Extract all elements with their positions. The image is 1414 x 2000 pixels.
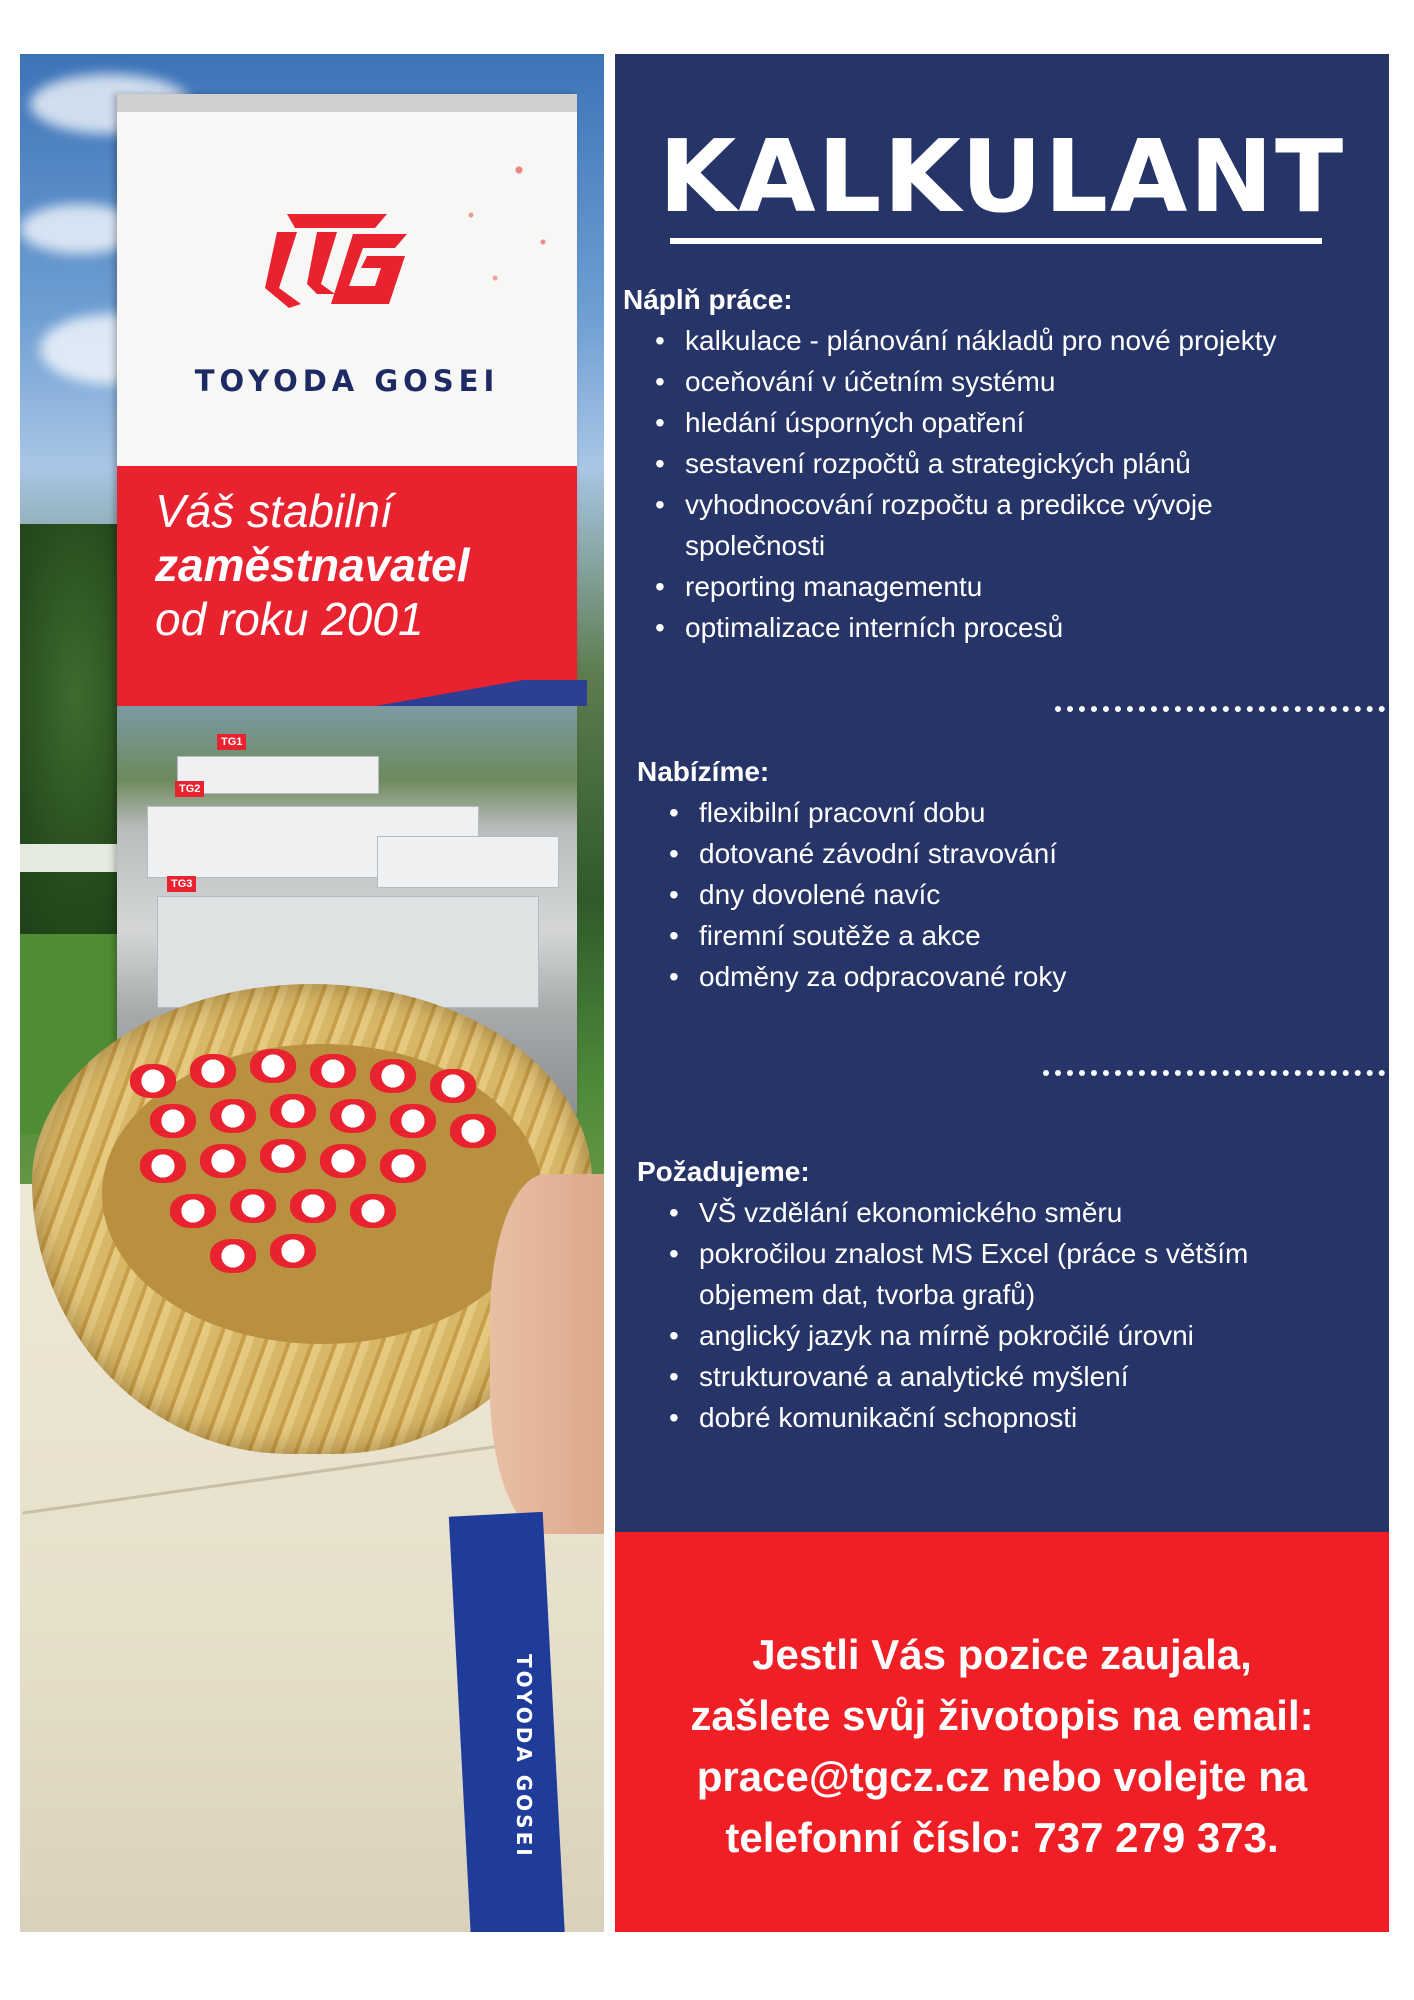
hand bbox=[490, 1174, 604, 1534]
section-heading-napln: Náplň práce: bbox=[623, 284, 793, 315]
banner-brand: TOYODA GOSEI bbox=[194, 364, 500, 398]
banner-slogan bbox=[117, 466, 577, 706]
slogan-line-1: Váš stabilní bbox=[155, 485, 393, 537]
section-heading-pozadujeme: Požadujeme: bbox=[637, 1156, 810, 1187]
list-item: • strukturované a analytické myšlení bbox=[649, 1356, 1248, 1397]
list-item: • pokročilou znalost MS Excel (práce s větším bbox=[649, 1233, 1248, 1274]
cta-line-1: Jestli Vás pozice zaujala, bbox=[752, 1631, 1252, 1678]
tag-tg3: TG3 bbox=[167, 876, 196, 892]
list-item: • optimalizace interních procesů bbox=[635, 607, 1276, 648]
rollup-banner bbox=[117, 94, 577, 1114]
tag-tg1: TG1 bbox=[217, 734, 246, 750]
list-item: • oceňování v účetním systému bbox=[635, 361, 1276, 402]
dotted-divider bbox=[1043, 1070, 1385, 1076]
cta-line-4: telefonní číslo: 737 279 373. bbox=[725, 1814, 1279, 1861]
list-item: • VŠ vzdělání ekonomického směru bbox=[649, 1192, 1248, 1233]
list-item: • anglický jazyk na mírně pokročilé úrovni bbox=[649, 1315, 1248, 1356]
lanyard-text: TOYODA GOSEI bbox=[512, 1654, 536, 1859]
list-item: • dny dovolené navíc bbox=[649, 874, 1066, 915]
list-item: • odměny za odpracované roky bbox=[649, 956, 1066, 997]
list-pozadujeme bbox=[649, 1192, 1248, 1438]
list-item-continuation: objemem dat, tvorba grafů) bbox=[699, 1279, 1036, 1310]
list-item: • dotované závodní stravování bbox=[649, 833, 1066, 874]
list-item: • reporting managementu bbox=[635, 566, 1276, 607]
title-underline bbox=[670, 238, 1322, 244]
recruitment-photo bbox=[20, 54, 604, 1932]
tag-tg2: TG2 bbox=[175, 781, 204, 797]
list-item-continuation: společnosti bbox=[685, 530, 826, 561]
tg-logo-icon bbox=[257, 204, 417, 314]
section-heading-nabizime: Nabízíme: bbox=[637, 756, 770, 787]
slogan-line-2: zaměstnavatel bbox=[155, 539, 470, 591]
list-item: • vyhodnocování rozpočtu a predikce vývoje bbox=[635, 484, 1276, 525]
cta-line-2: zašlete svůj životopis na email: bbox=[690, 1692, 1314, 1739]
list-napln bbox=[635, 320, 1276, 648]
slogan-line-3: od roku 2001 bbox=[155, 593, 424, 645]
dotted-divider bbox=[1055, 706, 1385, 712]
list-item: • dobré komunikační schopnosti bbox=[649, 1397, 1248, 1438]
job-title: KALKULANT bbox=[658, 118, 1346, 235]
list-item: • kalkulace - plánování nákladů pro nové projekty bbox=[635, 320, 1276, 361]
list-item: • hledání úsporných opatření bbox=[635, 402, 1276, 443]
cta-line-3: prace@tgcz.cz nebo volejte na bbox=[696, 1753, 1308, 1800]
list-nabizime bbox=[649, 792, 1066, 997]
list-item: • flexibilní pracovní dobu bbox=[649, 792, 1066, 833]
list-item: • sestavení rozpočtů a strategických plánů bbox=[635, 443, 1276, 484]
job-details-panel bbox=[615, 54, 1389, 1532]
cta-text bbox=[615, 1624, 1389, 1868]
contact-cta-panel bbox=[615, 1532, 1389, 1932]
list-item: • firemní soutěže a akce bbox=[649, 915, 1066, 956]
